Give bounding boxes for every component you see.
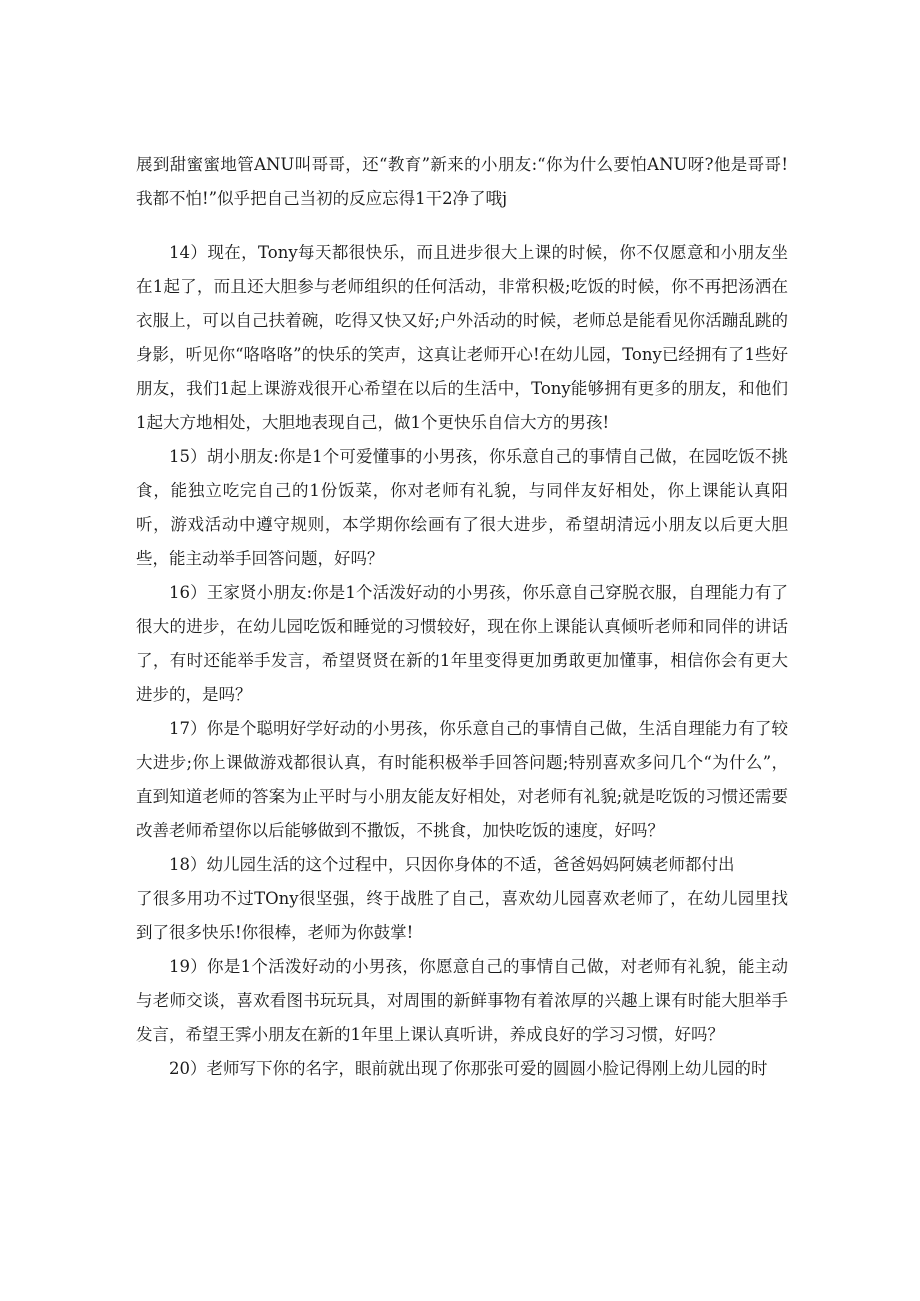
paragraph-16: 16）王家贤小朋友:你是1个活泼好动的小男孩，你乐意自己穿脱衣服，自理能力有了很大的进步，在幼儿园吃饭和睡觉的习惯较好，现在你上课能认真倾听老师和同伴的讲话了，有时还能举手发言，希望贤贤在新的1年里变得更加勇敢更加懂事，相信你会有更大进步的，是吗？ [136,583,788,704]
document-body [136,148,788,1086]
paragraph-19: 19）你是1个活泼好动的小男孩，你愿意自己的事情自己做，对老师有礼貌，能主动与老师交谈，喜欢看图书玩玩具，对周围的新鲜事物有着浓厚的兴趣上课有时能大胆举手发言，希望王霁小朋友在新的1年里上课认真听讲，养成良好的学习习惯，好吗？ [136,957,788,1044]
paragraph-17: 17）你是个聪明好学好动的小男孩，你乐意自己的事情自己做，生活自理能力有了较大进步;你上课做游戏都很认真，有时能积极举手回答问题;特别喜欢多问几个“为什么”，直到知道老师的答案为止平时与小朋友能友好相处，对老师有礼貌;就是吃饭的习惯还需要改善老师希望你以后能够做到不撒饭，不挑食，加快吃饭的速度，好吗？ [136,719,788,840]
paragraph-20: 20）老师写下你的名字，眼前就出现了你那张可爱的圆圆小脸记得刚上幼儿园的时 [169,1059,768,1078]
paragraph-15: 15）胡小朋友:你是1个可爱懂事的小男孩，你乐意自己的事情自己做，在园吃饭不挑食，能独立吃完自己的1份饭菜，你对老师有礼貌，与同伴友好相处，你上课能认真阳听，游戏活动中遵守规则，本学期你绘画有了很大进步，希望胡清远小朋友以后更大胆些，能主动举手回答问题，好吗？ [136,447,788,568]
paragraph-14: 14）现在，Tony每天都很快乐，而且进步很大上课的时候，你不仅愿意和小朋友坐在1起了，而且还大胆参与老师组织的任何活动，非常积极;吃饭的时候，你不再把汤洒在衣服上，可以自己扶着碗，吃得又快又好;户外活动的时候，老师总是能看见你活蹦乱跳的身影，听见你“咯咯咯”的快乐的笑声，这真让老师开心!在幼儿园，Tony已经拥有了1些好朋友，我们1起上课游戏很开心希望在以后的生活中，Tony能够拥有更多的朋友，和他们1起大方地相处，大胆地表现自己，做1个更快乐自信大方的男孩! [136,243,788,432]
paragraph-18-first-line: 18）幼儿园生活的这个过程中，只因你身体的不适，爸爸妈妈阿姨老师都付出 [169,855,735,874]
paragraph-continued: 展到甜蜜蜜地管ANU叫哥哥，还“教育”新来的小朋友:“你为什么要怕ANU呀?他是哥哥!我都不怕!”似乎把自己当初的反应忘得1干2净了哦j [136,155,788,208]
paragraph-18-continued: 了很多用功不过TOny很坚强，终于战胜了自己，喜欢幼儿园喜欢老师了，在幼儿园里找到了很多快乐!你很棒，老师为你鼓掌! [136,889,788,942]
